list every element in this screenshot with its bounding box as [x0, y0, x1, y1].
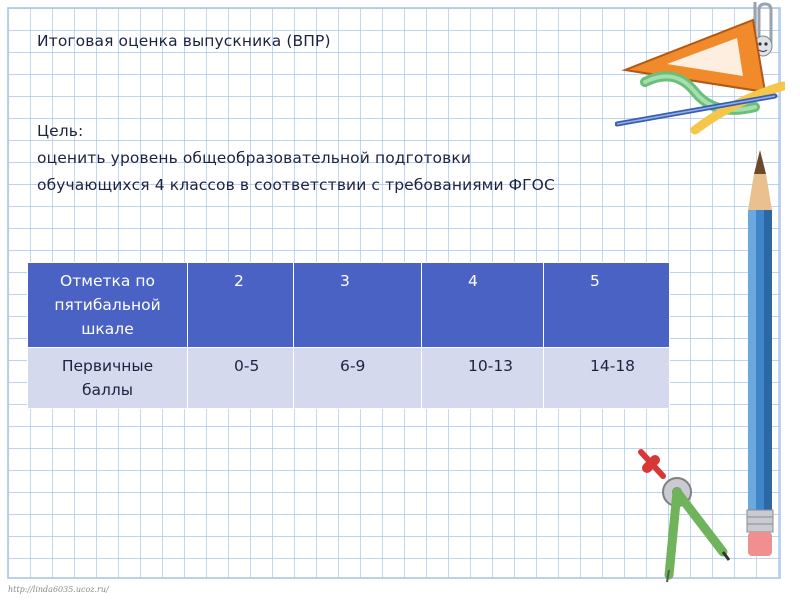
score-range-cell: 14-18	[544, 348, 670, 409]
goal-line: оценить уровень общеобразовательной подготовки	[37, 149, 472, 167]
grade-cell: 4	[422, 263, 544, 348]
table-header-row	[28, 263, 670, 348]
grade-cell: 5	[544, 263, 670, 348]
score-range-cell: 0-5	[188, 348, 294, 409]
grade-header-cell: Отметка по пятибальной шкале	[28, 263, 188, 348]
goal-line: обучающихся 4 классов в соответствии с требованиями ФГОС	[37, 176, 555, 194]
score-conversion-table	[27, 262, 670, 409]
goal-heading: Цель:	[37, 122, 84, 140]
compass-icon	[625, 440, 735, 585]
grade-cell: 2	[188, 263, 294, 348]
goal-block	[37, 118, 737, 199]
slide-title: Итоговая оценка выпускника (ВПР)	[37, 32, 331, 50]
table-row	[28, 348, 670, 409]
score-range-cell: 10-13	[422, 348, 544, 409]
score-range-cell: 6-9	[294, 348, 422, 409]
primary-score-header-cell: Первичные баллы	[28, 348, 188, 409]
pencil-icon	[740, 150, 780, 570]
grade-cell: 3	[294, 263, 422, 348]
source-link[interactable]: http://linda6035.ucoz.ru/	[8, 585, 109, 594]
